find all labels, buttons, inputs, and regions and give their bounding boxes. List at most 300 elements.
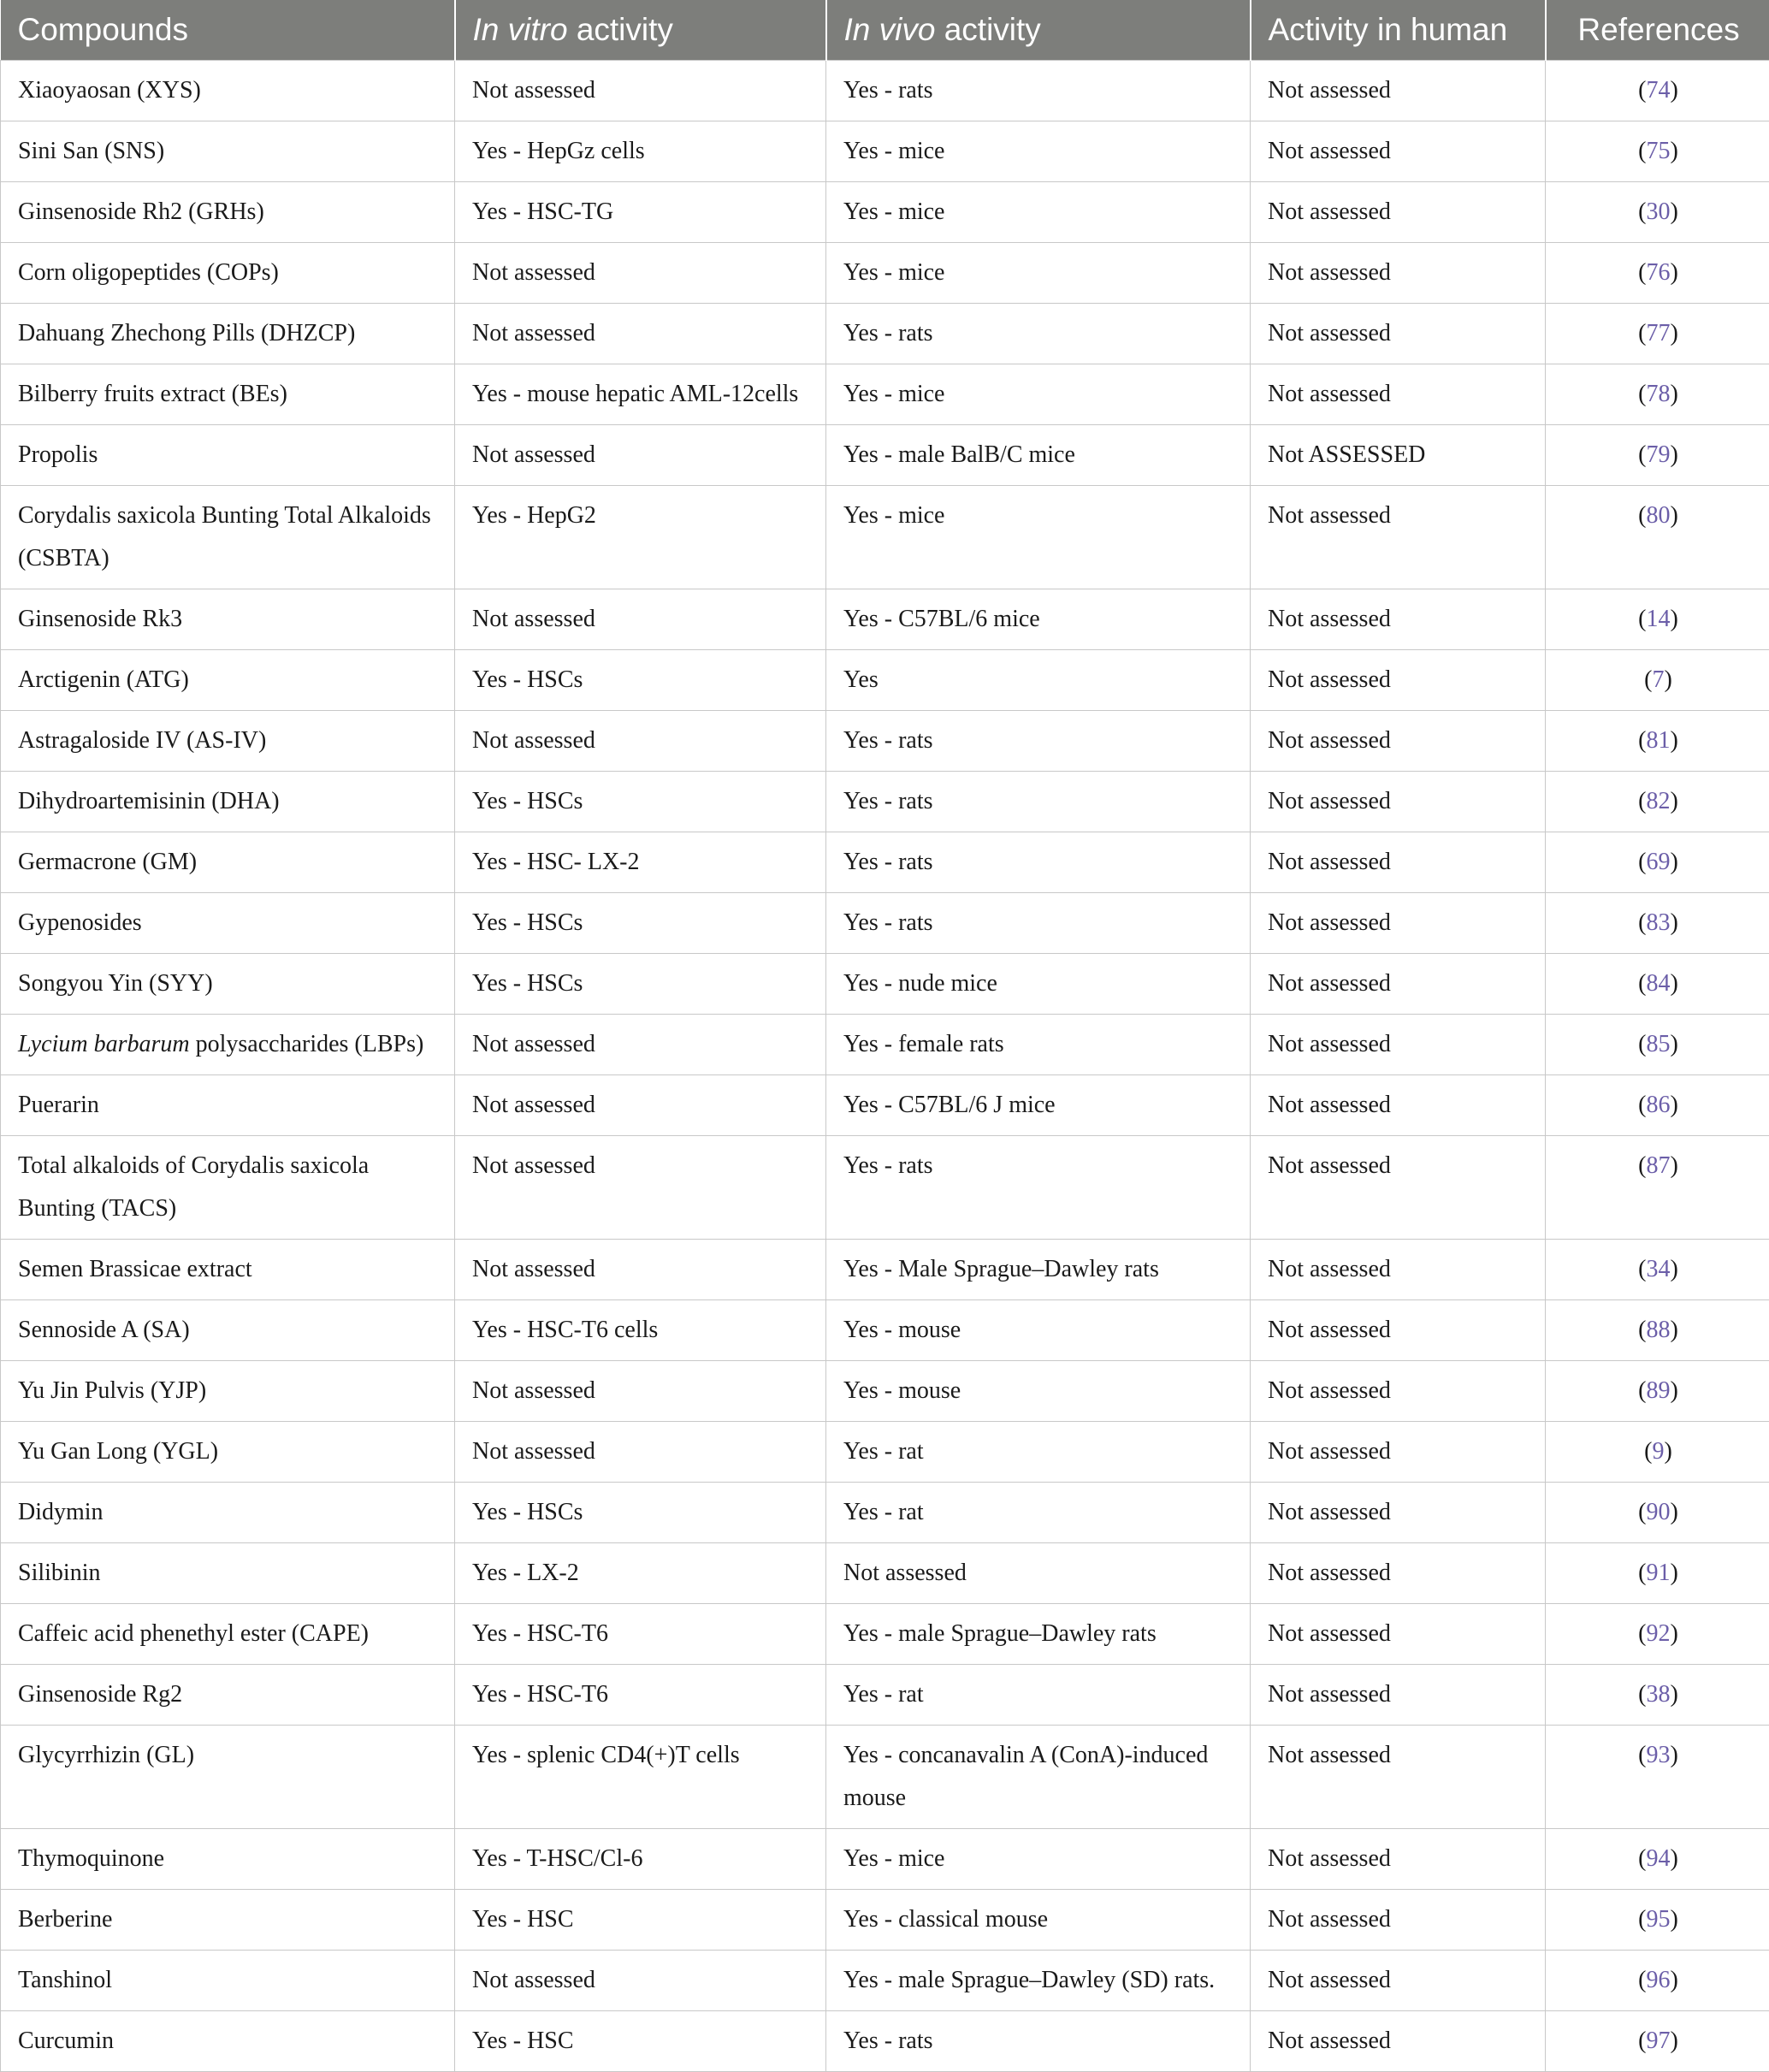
cell-reference — [1546, 589, 1769, 649]
cell-human: Not assessed — [1251, 1421, 1546, 1482]
cell-compound — [1, 771, 455, 832]
cell-in-vitro: Not assessed — [455, 424, 826, 485]
cell-reference — [1546, 832, 1769, 892]
table-row — [1, 710, 1769, 771]
table-row — [1, 1603, 1769, 1664]
cell-reference — [1546, 1014, 1769, 1074]
cell-reference — [1546, 242, 1769, 303]
cell-in-vivo: Yes - rats — [826, 892, 1251, 953]
compound-text: Sennoside A (SA) — [18, 1317, 190, 1343]
cell-compound — [1, 1542, 455, 1603]
cell-compound — [1, 242, 455, 303]
cell-human: Not assessed — [1251, 1482, 1546, 1542]
reference-link[interactable]: 94 — [1647, 1845, 1671, 1872]
cell-reference — [1546, 1482, 1769, 1542]
cell-reference — [1546, 771, 1769, 832]
cell-in-vivo: Yes - male Sprague–Dawley rats — [826, 1603, 1251, 1664]
table-row — [1, 1239, 1769, 1299]
compound-text: Caffeic acid phenethyl ester (CAPE) — [18, 1620, 369, 1647]
cell-reference — [1546, 60, 1769, 121]
cell-in-vivo: Yes - male BalB/C mice — [826, 424, 1251, 485]
ref-close-paren: ) — [1671, 259, 1678, 286]
ref-open-paren: ( — [1638, 1499, 1646, 1525]
cell-human: Not assessed — [1251, 303, 1546, 364]
cell-human: Not assessed — [1251, 60, 1546, 121]
cell-compound — [1, 1299, 455, 1360]
cell-in-vivo: Not assessed — [826, 1542, 1251, 1603]
cell-reference — [1546, 121, 1769, 181]
cell-in-vitro: Not assessed — [455, 1014, 826, 1074]
cell-in-vitro: Yes - HSCs — [455, 649, 826, 710]
ref-open-paren: ( — [1638, 1377, 1646, 1404]
cell-compound — [1, 424, 455, 485]
ref-open-paren: ( — [1638, 381, 1646, 407]
compound-italic-text: Lycium barbarum — [18, 1031, 190, 1057]
reference-link[interactable]: 74 — [1647, 77, 1671, 104]
cell-reference — [1546, 1889, 1769, 1950]
ref-close-paren: ) — [1671, 2028, 1678, 2054]
ref-close-paren: ) — [1671, 1499, 1678, 1525]
cell-reference — [1546, 1135, 1769, 1239]
header-in-vivo — [826, 0, 1251, 60]
cell-reference — [1546, 485, 1769, 589]
cell-compound — [1, 1014, 455, 1074]
reference-link[interactable]: 92 — [1647, 1620, 1671, 1647]
cell-in-vivo: Yes - rats — [826, 303, 1251, 364]
cell-in-vivo: Yes - mice — [826, 485, 1251, 589]
compound-text: Arctigenin (ATG) — [18, 666, 189, 693]
ref-open-paren: ( — [1638, 1742, 1646, 1768]
table-row — [1, 1135, 1769, 1239]
cell-human: Not assessed — [1251, 1950, 1546, 2010]
cell-compound — [1, 832, 455, 892]
cell-in-vitro: Not assessed — [455, 710, 826, 771]
compound-text: Dihydroartemisinin (DHA) — [18, 788, 280, 814]
cell-reference — [1546, 953, 1769, 1014]
cell-in-vitro: Yes - HSC-T6 cells — [455, 1299, 826, 1360]
compound-text: Ginsenoside Rh2 (GRHs) — [18, 198, 264, 225]
cell-in-vivo: Yes - female rats — [826, 1014, 1251, 1074]
cell-human: Not assessed — [1251, 1239, 1546, 1299]
cell-in-vitro: Yes - T-HSC/Cl-6 — [455, 1828, 826, 1889]
cell-reference — [1546, 424, 1769, 485]
ref-close-paren: ) — [1671, 1317, 1678, 1343]
table-body — [1, 60, 1769, 2071]
cell-in-vitro: Yes - HSC-T6 — [455, 1664, 826, 1725]
ref-open-paren: ( — [1638, 1092, 1646, 1118]
cell-reference — [1546, 1360, 1769, 1421]
ref-close-paren: ) — [1671, 1560, 1678, 1586]
ref-open-paren: ( — [1638, 320, 1646, 346]
header-in-vitro — [455, 0, 826, 60]
cell-human: Not assessed — [1251, 953, 1546, 1014]
reference-link[interactable]: 77 — [1647, 320, 1671, 346]
ref-open-paren: ( — [1638, 77, 1646, 104]
cell-reference — [1546, 1239, 1769, 1299]
cell-compound — [1, 892, 455, 953]
cell-in-vivo: Yes - rats — [826, 2010, 1251, 2071]
reference-link[interactable]: 90 — [1647, 1499, 1671, 1525]
cell-human: Not assessed — [1251, 485, 1546, 589]
ref-close-paren: ) — [1671, 77, 1678, 104]
ref-close-paren: ) — [1665, 666, 1672, 693]
header-human: Activity in human — [1251, 0, 1546, 60]
ref-open-paren: ( — [1638, 788, 1646, 814]
ref-close-paren: ) — [1671, 727, 1678, 754]
compound-text: Gypenosides — [18, 909, 142, 936]
cell-compound — [1, 1360, 455, 1421]
cell-compound — [1, 303, 455, 364]
cell-in-vivo: Yes - C57BL/6 J mice — [826, 1074, 1251, 1135]
ref-close-paren: ) — [1671, 138, 1678, 164]
cell-reference — [1546, 1542, 1769, 1603]
cell-in-vitro: Yes - HepGz cells — [455, 121, 826, 181]
table-row — [1, 1360, 1769, 1421]
header-in-vitro-rest: activity — [568, 12, 673, 47]
compound-text: Astragaloside IV (AS-IV) — [18, 727, 266, 754]
table-row — [1, 1542, 1769, 1603]
cell-in-vitro: Yes - mouse hepatic AML-12cells — [455, 364, 826, 424]
ref-close-paren: ) — [1671, 198, 1678, 225]
ref-close-paren: ) — [1671, 1031, 1678, 1057]
cell-in-vivo: Yes - rat — [826, 1664, 1251, 1725]
cell-human: Not assessed — [1251, 771, 1546, 832]
ref-close-paren: ) — [1671, 849, 1678, 875]
cell-compound — [1, 1664, 455, 1725]
ref-open-paren: ( — [1638, 1620, 1646, 1647]
ref-open-paren: ( — [1638, 1031, 1646, 1057]
compound-text: Xiaoyaosan (XYS) — [18, 77, 201, 104]
header-in-vitro-italic: In vitro — [473, 12, 568, 47]
reference-link[interactable]: 89 — [1647, 1377, 1671, 1404]
ref-open-paren: ( — [1644, 1438, 1652, 1465]
cell-human: Not assessed — [1251, 832, 1546, 892]
table-row — [1, 303, 1769, 364]
cell-human: Not assessed — [1251, 1360, 1546, 1421]
ref-open-paren: ( — [1638, 909, 1646, 936]
cell-in-vitro: Yes - HSC-TG — [455, 181, 826, 242]
reference-link[interactable]: 69 — [1647, 849, 1671, 875]
reference-link[interactable]: 83 — [1647, 909, 1671, 936]
table-row — [1, 892, 1769, 953]
cell-human: Not assessed — [1251, 2010, 1546, 2071]
cell-compound — [1, 589, 455, 649]
table-row — [1, 589, 1769, 649]
table-row — [1, 181, 1769, 242]
ref-close-paren: ) — [1671, 441, 1678, 468]
table-row — [1, 1725, 1769, 1828]
cell-compound — [1, 364, 455, 424]
reference-link[interactable]: 84 — [1647, 970, 1671, 997]
ref-close-paren: ) — [1671, 1845, 1678, 1872]
reference-link[interactable]: 81 — [1647, 727, 1671, 754]
table-row — [1, 242, 1769, 303]
cell-in-vivo: Yes - concanavalin A (ConA)-induced mouse — [826, 1725, 1251, 1828]
cell-in-vitro: Not assessed — [455, 1360, 826, 1421]
cell-in-vivo: Yes - classical mouse — [826, 1889, 1251, 1950]
compound-text: Berberine — [18, 1906, 112, 1933]
cell-reference — [1546, 1299, 1769, 1360]
cell-compound — [1, 181, 455, 242]
header-in-vivo-rest: activity — [935, 12, 1040, 47]
cell-in-vitro: Not assessed — [455, 1950, 826, 2010]
compound-text: Total alkaloids of Corydalis saxicola Bunting (TACS) — [18, 1152, 369, 1222]
compound-text: Yu Gan Long (YGL) — [18, 1438, 218, 1465]
ref-open-paren: ( — [1638, 1152, 1646, 1179]
header-compounds: Compounds — [1, 0, 455, 60]
reference-link[interactable]: 75 — [1647, 138, 1671, 164]
cell-compound — [1, 649, 455, 710]
ref-open-paren: ( — [1638, 606, 1646, 632]
cell-in-vivo: Yes - C57BL/6 mice — [826, 589, 1251, 649]
table-row — [1, 771, 1769, 832]
cell-human: Not assessed — [1251, 1603, 1546, 1664]
table-row — [1, 1014, 1769, 1074]
table-row — [1, 1299, 1769, 1360]
cell-in-vivo: Yes - mice — [826, 121, 1251, 181]
cell-in-vivo: Yes - Male Sprague–Dawley rats — [826, 1239, 1251, 1299]
table-row — [1, 649, 1769, 710]
ref-open-paren: ( — [1638, 849, 1646, 875]
compound-text: Semen Brassicae extract — [18, 1256, 252, 1282]
table-row — [1, 832, 1769, 892]
cell-in-vivo: Yes - rats — [826, 1135, 1251, 1239]
cell-in-vitro: Yes - LX-2 — [455, 1542, 826, 1603]
ref-close-paren: ) — [1671, 606, 1678, 632]
cell-human: Not assessed — [1251, 1074, 1546, 1135]
reference-link[interactable]: 97 — [1647, 2028, 1671, 2054]
compound-text: Ginsenoside Rk3 — [18, 606, 182, 632]
compound-text: Songyou Yin (SYY) — [18, 970, 213, 997]
cell-in-vivo: Yes - mice — [826, 1828, 1251, 1889]
reference-link[interactable]: 34 — [1647, 1256, 1671, 1282]
compound-text: Corydalis saxicola Bunting Total Alkaloids (CSBTA) — [18, 502, 431, 571]
ref-close-paren: ) — [1671, 1906, 1678, 1933]
cell-in-vitro: Not assessed — [455, 60, 826, 121]
cell-compound — [1, 1950, 455, 2010]
cell-compound — [1, 1482, 455, 1542]
ref-close-paren: ) — [1671, 1967, 1678, 1993]
cell-human: Not assessed — [1251, 892, 1546, 953]
cell-human: Not ASSESSED — [1251, 424, 1546, 485]
ref-close-paren: ) — [1671, 909, 1678, 936]
cell-compound — [1, 121, 455, 181]
cell-compound — [1, 1421, 455, 1482]
cell-human: Not assessed — [1251, 1135, 1546, 1239]
compound-text: Ginsenoside Rg2 — [18, 1681, 182, 1708]
cell-in-vitro: Not assessed — [455, 242, 826, 303]
compound-text: Yu Jin Pulvis (YJP) — [18, 1377, 206, 1404]
cell-in-vitro: Yes - HSCs — [455, 892, 826, 953]
cell-compound — [1, 60, 455, 121]
cell-in-vitro: Not assessed — [455, 1135, 826, 1239]
cell-reference — [1546, 364, 1769, 424]
ref-open-paren: ( — [1638, 138, 1646, 164]
cell-in-vivo: Yes - mice — [826, 364, 1251, 424]
compound-text: Puerarin — [18, 1092, 99, 1118]
cell-in-vivo: Yes - nude mice — [826, 953, 1251, 1014]
ref-open-paren: ( — [1638, 1967, 1646, 1993]
reference-link[interactable]: 91 — [1647, 1560, 1671, 1586]
cell-in-vitro: Yes - HepG2 — [455, 485, 826, 589]
ref-open-paren: ( — [1638, 1256, 1646, 1282]
ref-close-paren: ) — [1671, 970, 1678, 997]
reference-link[interactable]: 79 — [1647, 441, 1671, 468]
table-row — [1, 953, 1769, 1014]
compound-text: Dahuang Zhechong Pills (DHZCP) — [18, 320, 355, 346]
cell-compound — [1, 1135, 455, 1239]
cell-human: Not assessed — [1251, 1014, 1546, 1074]
ref-close-paren: ) — [1665, 1438, 1672, 1465]
reference-link[interactable]: 87 — [1647, 1152, 1671, 1179]
cell-reference — [1546, 710, 1769, 771]
cell-in-vitro: Yes - HSCs — [455, 771, 826, 832]
compound-text: Germacrone (GM) — [18, 849, 197, 875]
ref-open-paren: ( — [1638, 970, 1646, 997]
reference-link[interactable]: 86 — [1647, 1092, 1671, 1118]
cell-in-vitro: Not assessed — [455, 303, 826, 364]
cell-in-vitro: Yes - HSC- LX-2 — [455, 832, 826, 892]
table-row — [1, 1889, 1769, 1950]
compound-text: Glycyrrhizin (GL) — [18, 1742, 194, 1768]
table-row — [1, 2010, 1769, 2071]
compound-text: Silibinin — [18, 1560, 100, 1586]
cell-reference — [1546, 2010, 1769, 2071]
compound-text: Didymin — [18, 1499, 104, 1525]
table-header — [1, 0, 1769, 60]
cell-reference — [1546, 1950, 1769, 2010]
ref-close-paren: ) — [1671, 502, 1678, 529]
reference-link[interactable]: 80 — [1647, 502, 1671, 529]
cell-in-vivo: Yes - male Sprague–Dawley (SD) rats. — [826, 1950, 1251, 2010]
ref-open-paren: ( — [1644, 666, 1652, 693]
ref-close-paren: ) — [1671, 1152, 1678, 1179]
compound-text: Bilberry fruits extract (BEs) — [18, 381, 287, 407]
header-in-vivo-italic: In vivo — [844, 12, 936, 47]
reference-link[interactable]: 38 — [1647, 1681, 1671, 1708]
ref-close-paren: ) — [1671, 381, 1678, 407]
ref-open-paren: ( — [1638, 502, 1646, 529]
reference-link[interactable]: 82 — [1647, 788, 1671, 814]
reference-link[interactable]: 93 — [1647, 1742, 1671, 1768]
compound-text: Thymoquinone — [18, 1845, 164, 1872]
compound-text: Curcumin — [18, 2028, 114, 2054]
cell-human: Not assessed — [1251, 1889, 1546, 1950]
table-row — [1, 60, 1769, 121]
cell-in-vivo: Yes - rats — [826, 710, 1251, 771]
ref-close-paren: ) — [1671, 1620, 1678, 1647]
reference-link[interactable]: 96 — [1647, 1967, 1671, 1993]
cell-human: Not assessed — [1251, 589, 1546, 649]
cell-human: Not assessed — [1251, 1299, 1546, 1360]
table-row — [1, 1074, 1769, 1135]
reference-link[interactable]: 14 — [1647, 606, 1671, 632]
cell-in-vivo: Yes - rat — [826, 1482, 1251, 1542]
cell-reference — [1546, 892, 1769, 953]
cell-compound — [1, 1603, 455, 1664]
cell-human: Not assessed — [1251, 121, 1546, 181]
cell-in-vitro: Yes - HSC-T6 — [455, 1603, 826, 1664]
ref-open-paren: ( — [1638, 2028, 1646, 2054]
reference-link[interactable]: 76 — [1647, 259, 1671, 286]
compound-text: Tanshinol — [18, 1967, 112, 1993]
reference-link[interactable]: 78 — [1647, 381, 1671, 407]
cell-in-vitro: Not assessed — [455, 1074, 826, 1135]
ref-open-paren: ( — [1638, 1906, 1646, 1933]
cell-reference — [1546, 181, 1769, 242]
ref-close-paren: ) — [1671, 1377, 1678, 1404]
header-row — [1, 0, 1769, 60]
cell-in-vivo: Yes — [826, 649, 1251, 710]
reference-link[interactable]: 7 — [1653, 666, 1665, 693]
cell-reference — [1546, 1074, 1769, 1135]
ref-close-paren: ) — [1671, 788, 1678, 814]
ref-open-paren: ( — [1638, 198, 1646, 225]
cell-compound — [1, 1725, 455, 1828]
cell-reference — [1546, 1664, 1769, 1725]
compound-text: polysaccharides (LBPs) — [190, 1031, 424, 1057]
cell-compound — [1, 485, 455, 589]
cell-human: Not assessed — [1251, 242, 1546, 303]
cell-compound — [1, 1239, 455, 1299]
cell-in-vivo: Yes - rat — [826, 1421, 1251, 1482]
cell-compound — [1, 2010, 455, 2071]
reference-link[interactable]: 9 — [1653, 1438, 1665, 1465]
header-references: References — [1546, 0, 1769, 60]
cell-in-vitro: Yes - HSC — [455, 2010, 826, 2071]
cell-reference — [1546, 1421, 1769, 1482]
cell-compound — [1, 1889, 455, 1950]
cell-human: Not assessed — [1251, 1725, 1546, 1828]
ref-open-paren: ( — [1638, 259, 1646, 286]
ref-close-paren: ) — [1671, 1256, 1678, 1282]
reference-link[interactable]: 85 — [1647, 1031, 1671, 1057]
cell-in-vivo: Yes - mouse — [826, 1360, 1251, 1421]
cell-in-vivo: Yes - mouse — [826, 1299, 1251, 1360]
ref-close-paren: ) — [1671, 1742, 1678, 1768]
cell-human: Not assessed — [1251, 710, 1546, 771]
cell-human: Not assessed — [1251, 1828, 1546, 1889]
ref-close-paren: ) — [1671, 1681, 1678, 1708]
cell-compound — [1, 1074, 455, 1135]
cell-reference — [1546, 1725, 1769, 1828]
ref-open-paren: ( — [1638, 1845, 1646, 1872]
cell-human: Not assessed — [1251, 181, 1546, 242]
ref-close-paren: ) — [1671, 320, 1678, 346]
reference-link[interactable]: 95 — [1647, 1906, 1671, 1933]
reference-link[interactable]: 88 — [1647, 1317, 1671, 1343]
table-row — [1, 424, 1769, 485]
cell-in-vivo: Yes - rats — [826, 60, 1251, 121]
cell-in-vitro: Yes - splenic CD4(+)T cells — [455, 1725, 826, 1828]
cell-in-vivo: Yes - mice — [826, 242, 1251, 303]
cell-human: Not assessed — [1251, 364, 1546, 424]
cell-in-vitro: Yes - HSCs — [455, 1482, 826, 1542]
compound-text: Corn oligopeptides (COPs) — [18, 259, 279, 286]
ref-open-paren: ( — [1638, 727, 1646, 754]
reference-link[interactable]: 30 — [1647, 198, 1671, 225]
compound-text: Sini San (SNS) — [18, 138, 164, 164]
cell-reference — [1546, 303, 1769, 364]
cell-in-vitro: Yes - HSC — [455, 1889, 826, 1950]
ref-open-paren: ( — [1638, 441, 1646, 468]
cell-in-vitro: Not assessed — [455, 589, 826, 649]
cell-in-vitro: Not assessed — [455, 1421, 826, 1482]
cell-compound — [1, 710, 455, 771]
ref-open-paren: ( — [1638, 1681, 1646, 1708]
cell-in-vivo: Yes - rats — [826, 832, 1251, 892]
table-row — [1, 364, 1769, 424]
